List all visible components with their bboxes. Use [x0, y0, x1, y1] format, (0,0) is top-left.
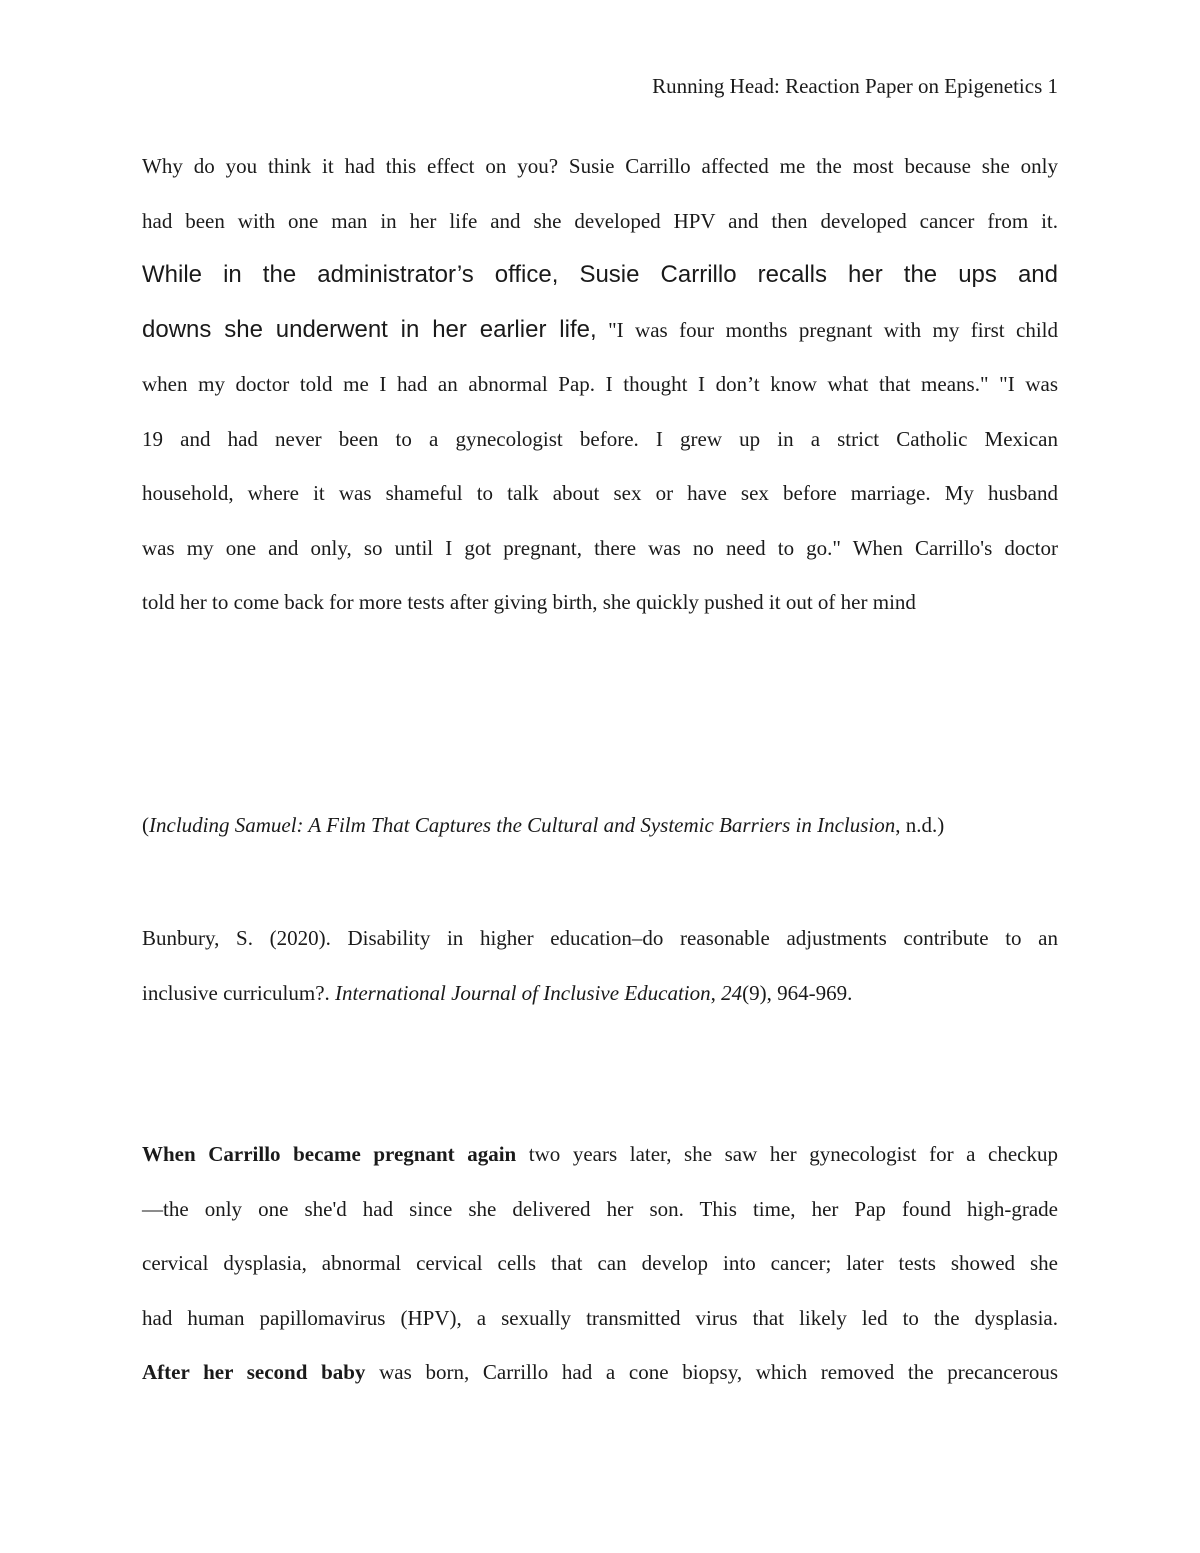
citation-title: Including Samuel: A Film That Captures the Cultural and Systemic Barriers in Inclusion	[149, 813, 896, 837]
paragraph-line: cervical dysplasia, abnormal cervical cells that can develop into cancer; later tests showed she	[142, 1251, 1058, 1275]
paragraph-text: was born, Carrillo had a cone biopsy, which removed the precancerous	[365, 1360, 1059, 1384]
citation-date: , n.d.)	[895, 813, 945, 837]
paragraph-last-line: told her to come back for more tests after giving birth, she quickly pushed it out of her mind	[142, 590, 916, 614]
bold-lead-phrase: After her second baby	[142, 1360, 366, 1384]
paragraph-line-mixed	[142, 303, 1058, 358]
reference-comma: ,	[710, 980, 722, 1005]
reference-line-2	[142, 966, 1058, 1021]
paragraph-text: two years later, she saw her gynecologist for a checkup	[516, 1142, 1058, 1166]
in-text-citation	[142, 813, 944, 838]
running-head: Running Head: Reaction Paper on Epigenetics 1	[652, 74, 1058, 98]
paragraph-line: household, where it was shameful to talk about sex or have sex before marriage. My husband	[142, 481, 1058, 505]
bold-lead-phrase: When Carrillo became pregnant again	[142, 1142, 517, 1166]
paragraph-second-pregnancy	[142, 1127, 1058, 1400]
paragraph-line: —the only one she'd had since she delivered her son. This time, her Pap found high-grade	[142, 1196, 1058, 1221]
journal-name: International Journal of Inclusive Education	[335, 980, 711, 1005]
paragraph-line: had been with one man in her life and she developed HPV and then developed cancer from it.	[142, 208, 1058, 233]
quote-start: "I was four months pregnant with my first child	[596, 317, 1059, 342]
paragraph-line: 19 and had never been to a gynecologist before. I grew up in a strict Catholic Mexican	[142, 426, 1058, 451]
issue-pages: (9), 964-969.	[742, 980, 853, 1005]
paragraph-line: Why do you think it had this effect on you? Susie Carrillo affected me the most because she only	[142, 154, 1058, 178]
reference-entry	[142, 911, 1058, 1020]
paragraph-line-mixed	[142, 1127, 1058, 1182]
paragraph-line: was my one and only, so until I got pregnant, there was no need to go." When Carrillo's doctor	[142, 535, 1058, 560]
reference-line: Bunbury, S. (2020). Disability in higher education–do reasonable adjustments contribute to an	[142, 926, 1058, 950]
paragraph-line-mixed	[142, 1345, 1058, 1400]
emphasized-sans-line: While in the administrator’s office, Susie Carrillo recalls her the ups and	[142, 261, 1058, 288]
citation-open-paren: (	[142, 813, 149, 837]
reference-title-end: inclusive curriculum?.	[142, 980, 336, 1005]
journal-volume: 24	[721, 980, 743, 1005]
paragraph-line: when my doctor told me I had an abnormal Pap. I thought I don’t know what that means." "I was	[142, 372, 1058, 396]
paragraph-line: had human papillomavirus (HPV), a sexually transmitted virus that likely led to the dysplasia.	[142, 1305, 1058, 1330]
paragraph-reaction	[142, 139, 1058, 630]
emphasized-sans-phrase: downs she underwent in her earlier life,	[142, 315, 597, 343]
